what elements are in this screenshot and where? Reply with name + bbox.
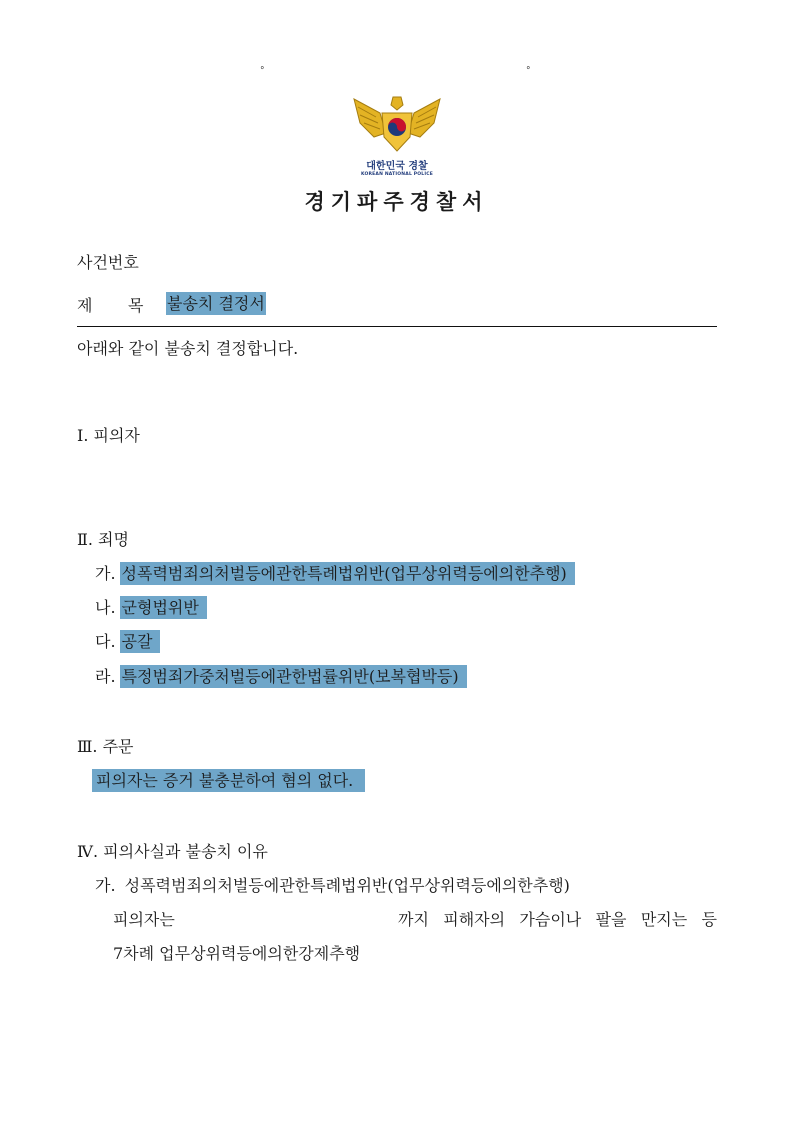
subject-value <box>166 294 266 314</box>
logo-korean-text: 대한민국 경찰 <box>366 161 428 172</box>
case-number-label: 사건번호 <box>77 253 139 272</box>
charge-text: 공갈 <box>120 630 161 653</box>
mark-dot-left: ° <box>260 66 265 76</box>
mark-dot-right: ° <box>526 66 531 76</box>
charge-marker: 다. <box>95 632 116 651</box>
reason-marker: 가. <box>95 876 116 895</box>
disposition <box>92 771 365 791</box>
agency-title: 경기파주경찰서 <box>304 189 489 214</box>
charge-item <box>95 667 467 687</box>
charge-item <box>95 598 207 618</box>
reason-word: 팔을 <box>595 910 627 929</box>
reason-word: 만지는 <box>640 910 688 929</box>
charge-item <box>95 632 160 652</box>
reason-word: 가슴이나 <box>519 910 582 929</box>
intro-text: 아래와 같이 불송치 결정합니다. <box>77 339 299 358</box>
subject-value-text: 불송치 결정서 <box>167 294 265 313</box>
subject-label-1: 제 <box>77 296 93 315</box>
charge-marker: 라. <box>95 667 116 686</box>
disposition-text: 피의자는 증거 불충분하여 혐의 없다. <box>92 769 365 792</box>
charge-marker: 가. <box>95 564 116 583</box>
section-1-heading: Ⅰ. 피의자 <box>77 426 140 445</box>
title-divider <box>77 326 717 327</box>
charge-text: 특정범죄가중처벌등에관한법률위반(보복협박등) <box>120 665 467 688</box>
police-emblem-icon <box>350 93 444 155</box>
reason-word: 등 <box>701 910 717 929</box>
reason-word: 까지 <box>398 910 429 929</box>
reason-line1-right <box>398 910 717 930</box>
charge-item <box>95 564 575 584</box>
subject-label-2: 목 <box>128 296 144 315</box>
section-3-heading: Ⅲ. 주문 <box>77 737 134 756</box>
reason-word: 피해자의 <box>443 910 506 929</box>
section-2-heading: Ⅱ. 죄명 <box>77 530 129 549</box>
logo-english-text: KOREAN NATIONAL POLICE <box>360 172 434 177</box>
charge-text: 군형법위반 <box>120 596 207 619</box>
police-logo <box>350 93 444 177</box>
charge-marker: 나. <box>95 598 116 617</box>
reason-item <box>95 876 570 896</box>
charge-text: 성폭력범죄의처벌등에관한특례법위반(업무상위력등에의한추행) <box>120 562 575 585</box>
reason-line1-left: 피의자는 <box>113 910 175 929</box>
section-4-heading: Ⅳ. 피의사실과 불송치 이유 <box>77 842 268 861</box>
reason-line2: 7차례 업무상위력등에의한강제추행 <box>113 944 361 963</box>
reason-title: 성폭력범죄의처벌등에관한특례법위반(업무상위력등에의한추행) <box>124 876 570 895</box>
